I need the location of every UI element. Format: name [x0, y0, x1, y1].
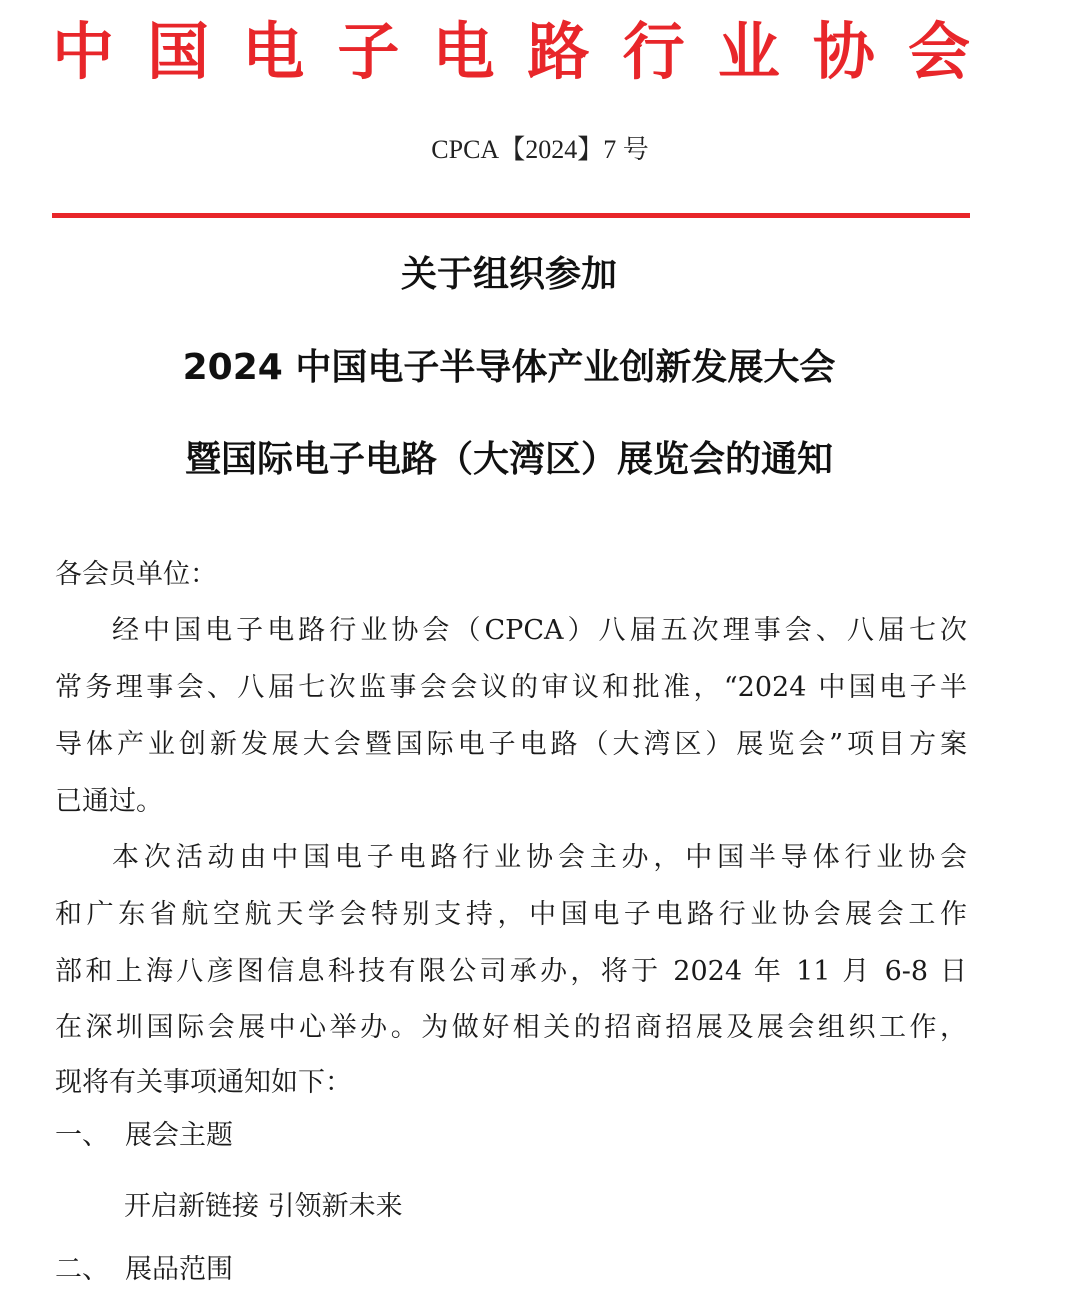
letterhead-char: 电 [242, 15, 305, 88]
letterhead-char: 行 [622, 15, 685, 88]
letterhead-char: 协 [812, 15, 875, 88]
section-2-number: 二、 [55, 1254, 109, 1285]
section-2-title: 展品范围 [125, 1254, 233, 1285]
paragraph-2-line: 本次活动由中国电子电路行业协会主办，中国半导体行业协会 [112, 842, 967, 873]
letterhead-char: 业 [717, 15, 780, 88]
letterhead-char: 路 [527, 15, 590, 88]
paragraph-1-line: 导体产业创新发展大会暨国际电子电路（大湾区）展览会”项目方案 [55, 729, 967, 760]
letterhead-char: 会 [907, 15, 970, 88]
header-divider [52, 213, 970, 218]
notice-title-line-1: 关于组织参加 [400, 254, 617, 295]
paragraph-2-line: 在深圳国际会展中心举办。为做好相关的招商招展及展会组织工作， [55, 1012, 967, 1043]
paragraph-2-line: 现将有关事项通知如下： [55, 1067, 352, 1098]
section-2-heading [55, 1250, 233, 1290]
issuer-letterhead [52, 12, 970, 92]
letterhead-char: 国 [147, 15, 210, 88]
paragraph-2-line: 部和上海八彦图信息科技有限公司承办，将于 2024 年 11 月 6-8 日 [55, 956, 967, 987]
notice-title-line-2: 2024 中国电子半导体产业创新发展大会 [182, 347, 836, 388]
section-1-title: 展会主题 [125, 1120, 233, 1151]
section-1-content: 开启新链接 引领新未来 [124, 1191, 403, 1222]
paragraph-1-line: 经中国电子电路行业协会（CPCA）八届五次理事会、八届七次 [112, 615, 967, 646]
paragraph-1-line: 已通过。 [55, 786, 163, 817]
letterhead-char: 中 [52, 15, 115, 88]
paragraph-1-line: 常务理事会、八届七次监事会会议的审议和批准，“2024 中国电子半 [55, 672, 967, 703]
section-1-number: 一、 [55, 1120, 109, 1151]
letterhead-char: 电 [432, 15, 495, 88]
paragraph-2-line: 和广东省航空航天学会特别支持，中国电子电路行业协会展会工作 [55, 899, 967, 930]
document-number: CPCA【2024】7 号 [431, 135, 649, 164]
notice-title-line-3: 暨国际电子电路（大湾区）展览会的通知 [184, 439, 833, 480]
section-1-heading [55, 1116, 233, 1156]
letterhead-char: 子 [337, 15, 400, 88]
salutation: 各会员单位： [55, 559, 217, 590]
